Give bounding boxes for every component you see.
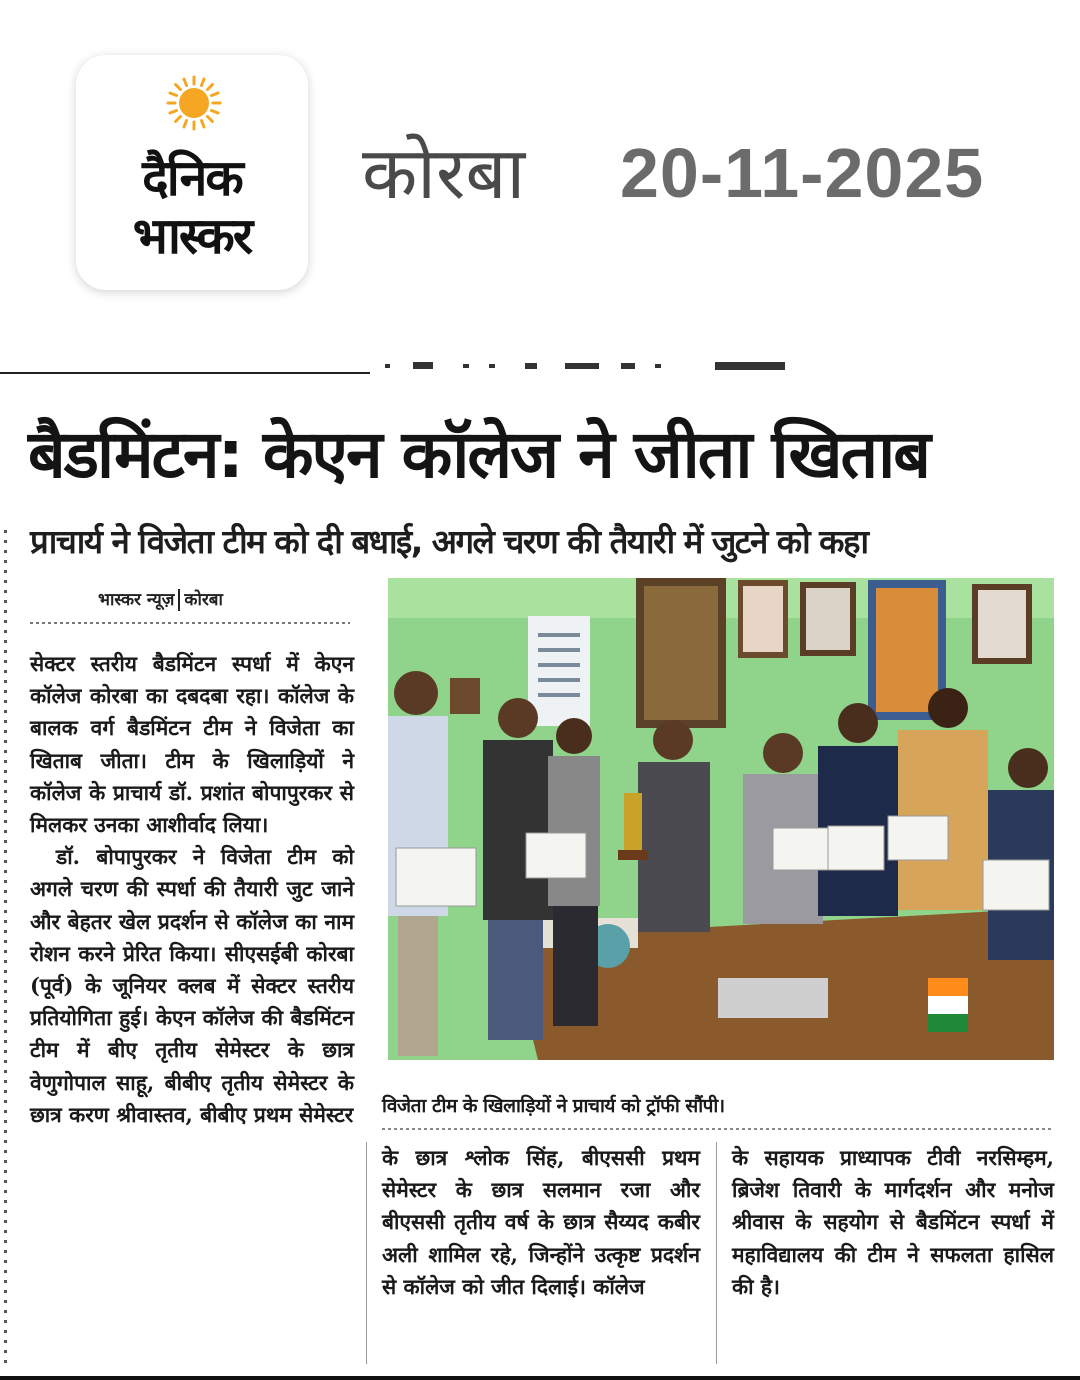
column-divider xyxy=(716,1142,717,1364)
logo-line-1: दैनिक xyxy=(142,149,242,207)
article-photo xyxy=(388,578,1054,1060)
caption-rule xyxy=(382,1128,1054,1130)
dainik-bhaskar-logo xyxy=(76,55,308,290)
byline-separator xyxy=(178,589,180,611)
team-with-trophy-photo xyxy=(388,578,1054,1060)
byline-source: भास्कर न्यूज़ xyxy=(98,590,175,610)
article-paragraph: डॉ. बोपापुरकर ने विजेता टीम को अगले चरण की स्पर्धा की तैयारी जुट जाने और बेहतर खेल प्रदर्शन से कॉलेज का नाम रोशन करने प्रेरित किया। सीएसईबी कोरबा (पूर्व) के जूनियर क्लब में सेक्टर स्तरीय प्रतियोगिता हुई। केएन कॉलेज की बैडमिंटन टीम में बीए तृतीय सेमेस्टर के छात्र वेणुगोपाल साहू, बीबीए तृतीय सेमेस्टर के छात्र करण श्रीवास्तव, बीबीए प्रथम सेमेस्टर xyxy=(30,844,354,1127)
edition-name: कोरबा xyxy=(362,131,526,215)
photo-caption: विजेता टीम के खिलाड़ियों ने प्राचार्य को ट्रॉफी सौंपी। xyxy=(382,1095,725,1117)
article-column-1 xyxy=(30,648,354,1131)
logo-line-2: भास्कर xyxy=(132,207,252,265)
top-rule xyxy=(0,372,370,374)
headline: बैडमिंटन: केएन कॉलेज ने जीता खिताब xyxy=(28,416,929,493)
article-paragraph: के सहायक प्राध्यापक टीवी नरसिम्हम, ब्रिजेश तिवारी के मार्गदर्शन और मनोज श्रीवास के सहयोग से बैडमिंटन स्पर्धा में महाविद्यालय की टीम ने सफलता हासिल की है। xyxy=(732,1145,1054,1299)
edition-date: 20-11-2025 xyxy=(620,134,985,212)
bottom-rule xyxy=(0,1376,1080,1380)
byline-rule xyxy=(30,622,350,624)
article-paragraph: सेक्टर स्तरीय बैडमिंटन स्पर्धा में केएन कॉलेज कोरबा का दबदबा रहा। कॉलेज के बालक वर्ग बैडमिंटन टीम ने विजेता का खिताब जीता। टीम के खिलाड़ियों ने कॉलेज के प्राचार्य डॉ. प्रशांत बोपापुरकर से मिलकर उनका आशीर्वाद लिया। xyxy=(30,651,354,838)
sun-icon xyxy=(166,75,222,131)
cropped-text-remnant xyxy=(385,360,795,372)
article-column-3 xyxy=(732,1142,1054,1303)
left-edge-dots xyxy=(4,530,7,1370)
article-column-2 xyxy=(382,1142,700,1303)
byline-place: कोरबा xyxy=(184,590,223,610)
article-paragraph: के छात्र श्लोक सिंह, बीएससी प्रथम सेमेस्टर के छात्र सलमान रजा और बीएससी तृतीय वर्ष के छात्र सैय्यद कबीर अली शामिल रहे, जिन्होंने उत्कृष्ट प्रदर्शन से कॉलेज को जीत दिलाई। कॉलेज xyxy=(382,1145,700,1299)
column-divider xyxy=(366,1142,367,1364)
logo-wordmark xyxy=(76,149,308,265)
byline xyxy=(98,585,223,615)
subheadline: प्राचार्य ने विजेता टीम को दी बधाई, अगले चरण की तैयारी में जुटने को कहा xyxy=(30,522,868,561)
